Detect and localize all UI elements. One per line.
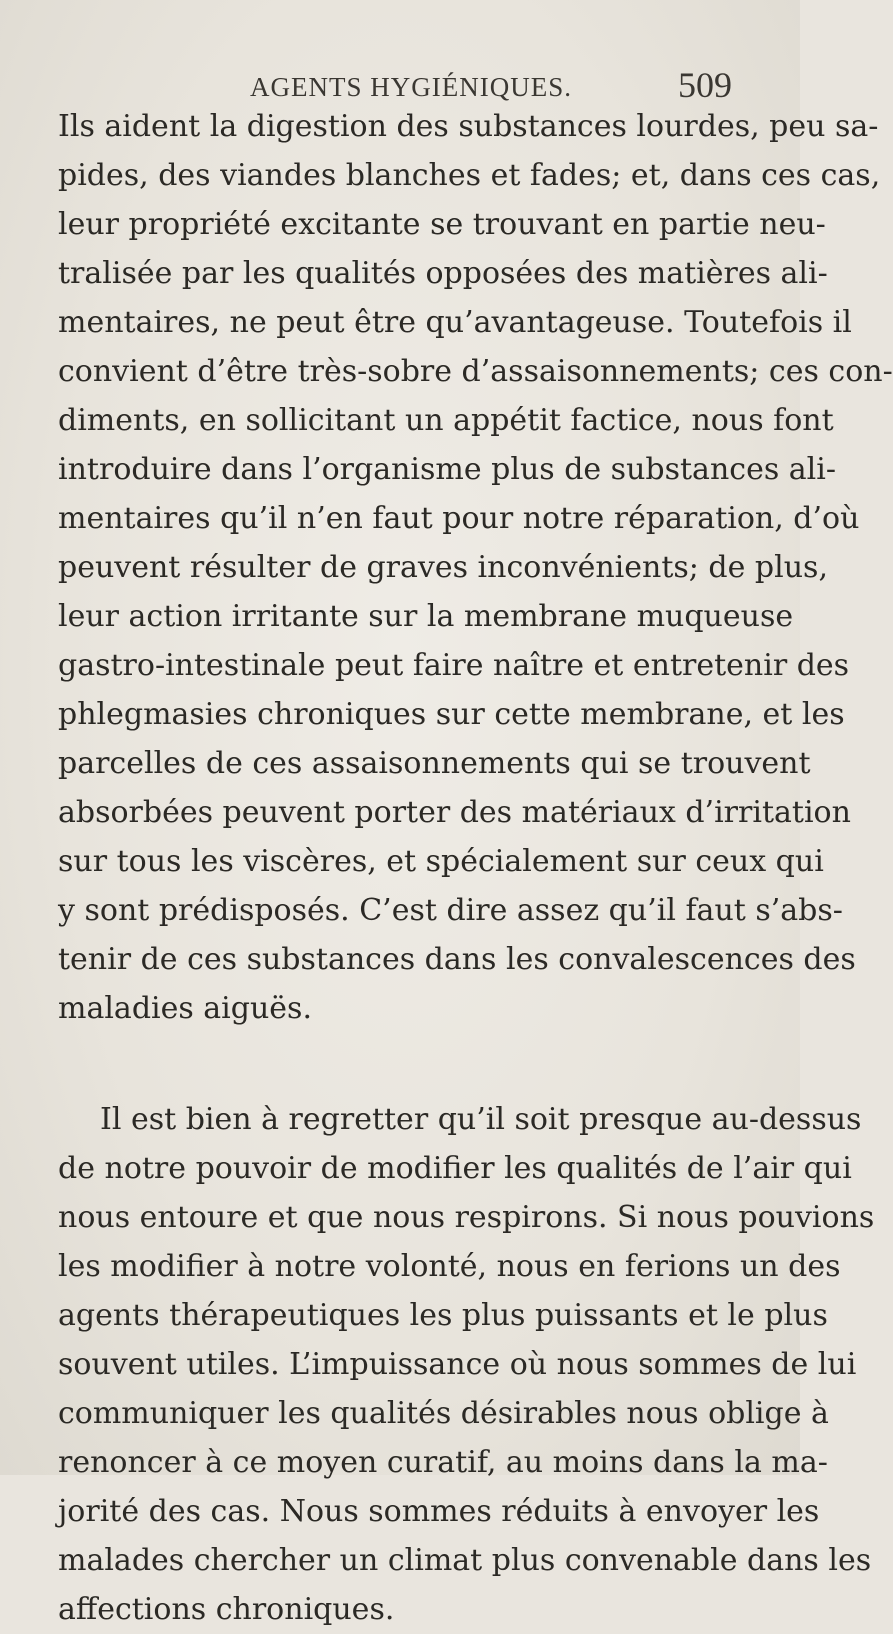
- paragraph-1: [58, 102, 893, 1033]
- text-line: jorité des cas. Nous sommes réduits à envoyer les: [58, 1494, 820, 1529]
- text-line: Ils aident la digestion des substances lourdes, peu sa-: [58, 109, 879, 144]
- text-line: tralisée par les qualités opposées des matières ali-: [58, 256, 828, 291]
- text-line: malades chercher un climat plus convenable dans les: [58, 1543, 872, 1578]
- body-text: [58, 102, 893, 1634]
- text-line: mentaires, ne peut être qu’avantageuse. Toutefois il: [58, 305, 852, 340]
- text-line: maladies aiguës.: [58, 991, 312, 1026]
- paragraph-2: [58, 1095, 875, 1634]
- page-number: 509: [678, 65, 732, 105]
- text-line: leur action irritante sur la membrane muqueuse: [58, 599, 794, 634]
- text-line: tenir de ces substances dans les convalescences des: [58, 942, 856, 977]
- text-line: parcelles de ces assaisonnements qui se trouvent: [58, 746, 811, 781]
- text-line: convient d’être très-sobre d’assaisonnements; ces con-: [58, 354, 893, 389]
- text-line: leur propriété excitante se trouvant en partie neu-: [58, 207, 826, 242]
- text-line: nous entoure et que nous respirons. Si nous pouvions: [58, 1200, 875, 1235]
- text-line: affections chroniques.: [58, 1592, 395, 1627]
- text-line: agents thérapeutiques les plus puissants et le plus: [58, 1298, 828, 1333]
- text-line: phlegmasies chroniques sur cette membrane, et les: [58, 697, 845, 732]
- text-line: absorbées peuvent porter des matériaux d’irritation: [58, 795, 851, 830]
- text-line: gastro-intestinale peut faire naître et entretenir des: [58, 648, 850, 683]
- running-head-title: AGENTS HYGIÉNIQUES.: [250, 72, 572, 102]
- text-line: pides, des viandes blanches et fades; et, dans ces cas,: [58, 158, 881, 193]
- text-line: diments, en sollicitant un appétit factice, nous font: [58, 403, 834, 438]
- text-line: Il est bien à regretter qu’il soit presque au-dessus: [100, 1102, 862, 1137]
- paragraph-spacer: [58, 1033, 748, 1095]
- text-line: renoncer à ce moyen curatif, au moins dans la ma-: [58, 1445, 828, 1480]
- text-line: les modifier à notre volonté, nous en ferions un des: [58, 1249, 841, 1284]
- text-line: souvent utiles. L’impuissance où nous sommes de lui: [58, 1347, 857, 1382]
- text-line: sur tous les viscères, et spécialement sur ceux qui: [58, 844, 824, 879]
- text-line: introduire dans l’organisme plus de substances ali-: [58, 452, 836, 487]
- text-line: mentaires qu’il n’en faut pour notre réparation, d’où: [58, 501, 860, 536]
- text-line: communiquer les qualités désirables nous oblige à: [58, 1396, 829, 1431]
- text-line: peuvent résulter de graves inconvénients; de plus,: [58, 550, 828, 585]
- text-line: de notre pouvoir de modifier les qualités de l’air qui: [58, 1151, 852, 1186]
- text-line: y sont prédisposés. C’est dire assez qu’il faut s’abs-: [58, 893, 843, 928]
